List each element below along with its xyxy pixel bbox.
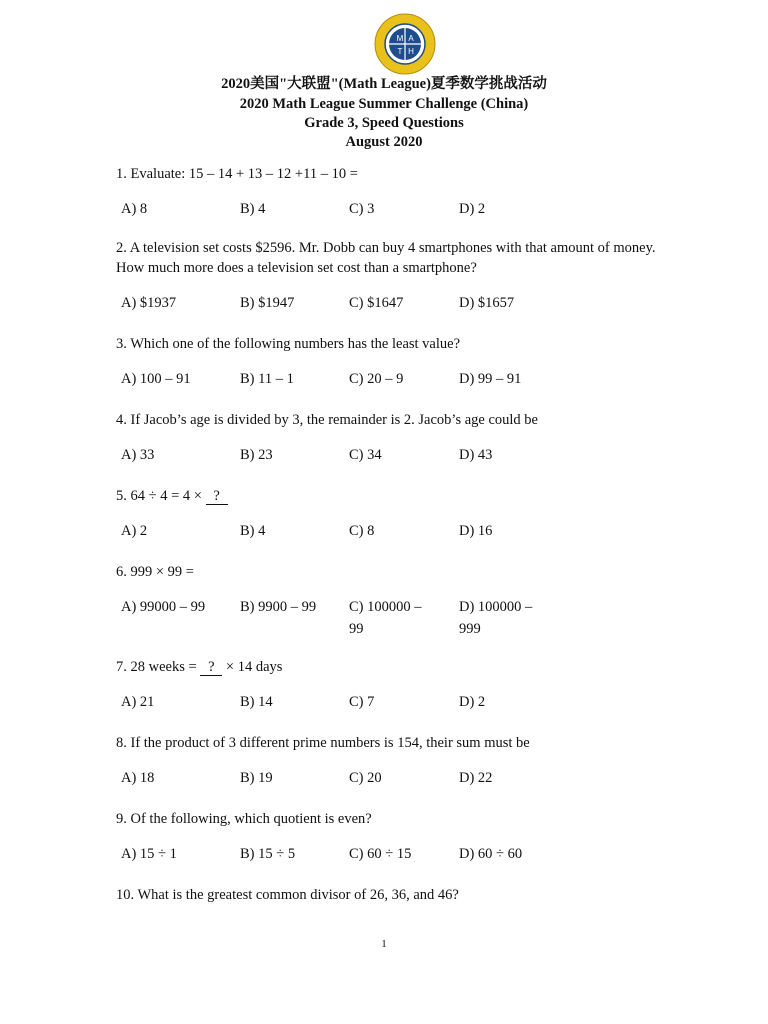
option-c: C) 7 xyxy=(349,694,375,710)
option-b: B) 14 xyxy=(240,694,273,710)
doc-title: 2020 Math League Summer Challenge (China) xyxy=(239,96,529,112)
option-c: C) 100000 – 99 xyxy=(349,599,422,637)
option-a: A) 8 xyxy=(121,201,148,217)
answer-blank: ? xyxy=(200,660,222,676)
option-c: C) 8 xyxy=(349,523,375,539)
option-c: C) $1647 xyxy=(349,295,404,311)
option-d: D) $1657 xyxy=(459,295,515,311)
option-c: C) 60 ÷ 15 xyxy=(349,846,412,862)
option-a: A) 15 ÷ 1 xyxy=(121,846,177,862)
question-text: 7. 28 weeks = xyxy=(116,659,201,675)
doc-title-cn: 2020美国"大联盟"(Math League)夏季数学挑战活动 xyxy=(221,76,547,92)
option-d: D) 2 xyxy=(459,694,486,710)
option-d: D) 100000 – 999 xyxy=(459,599,533,637)
option-b: B) 23 xyxy=(240,447,273,463)
option-c: C) 34 xyxy=(349,447,382,463)
question-9: 9. Of the following, which quotient is even? xyxy=(116,811,372,827)
option-d: D) 22 xyxy=(459,770,493,786)
doc-date: August 2020 xyxy=(345,134,423,150)
question-4: 4. If Jacob’s age is divided by 3, the remainder is 2. Jacob’s age could be xyxy=(116,412,538,428)
option-d: D) 2 xyxy=(459,201,486,217)
math-league-seal-icon xyxy=(374,13,436,75)
option-b: B) $1947 xyxy=(240,295,295,311)
page-number: 1 xyxy=(381,938,387,950)
option-a: A) 99000 – 99 xyxy=(121,599,206,615)
option-d: D) 16 xyxy=(459,523,493,539)
question-8: 8. If the product of 3 different prime numbers is 154, their sum must be xyxy=(116,735,530,751)
option-b: B) 4 xyxy=(240,201,266,217)
option-b: B) 15 ÷ 5 xyxy=(240,846,296,862)
option-b: B) 19 xyxy=(240,770,273,786)
question-6: 6. 999 × 99 = xyxy=(116,564,194,580)
option-b: B) 4 xyxy=(240,523,266,539)
question-3: 3. Which one of the following numbers has the least value? xyxy=(116,336,461,352)
question-1: 1. Evaluate: 15 – 14 + 13 – 12 +11 – 10 = xyxy=(116,166,358,182)
question-text-after: × 14 days xyxy=(222,659,283,675)
logo-letter: A xyxy=(408,34,414,43)
question-7 xyxy=(116,657,656,677)
option-c: C) 20 xyxy=(349,770,382,786)
question-2: 2. A television set costs $2596. Mr. Dobb can buy 4 smartphones with that amount of money. How much more does a television set cost than a smartphone? xyxy=(116,240,656,276)
option-a: A) 18 xyxy=(121,770,155,786)
doc-subtitle: Grade 3, Speed Questions xyxy=(304,115,464,131)
option-a: A) 2 xyxy=(121,523,148,539)
option-c: C) 20 – 9 xyxy=(349,371,404,387)
option-d: D) 43 xyxy=(459,447,493,463)
logo-letter: H xyxy=(408,47,414,56)
question-text: 5. 64 ÷ 4 = 4 × xyxy=(116,488,206,504)
option-a: A) $1937 xyxy=(121,295,177,311)
question-5 xyxy=(116,486,656,506)
option-b: B) 11 – 1 xyxy=(240,371,294,387)
logo-letter: T xyxy=(397,47,403,56)
answer-blank: ? xyxy=(206,489,228,505)
option-b: B) 9900 – 99 xyxy=(240,599,317,615)
logo-letter: M xyxy=(396,34,404,43)
option-a: A) 21 xyxy=(121,694,155,710)
option-c: C) 3 xyxy=(349,201,375,217)
question-10: 10. What is the greatest common divisor of 26, 36, and 46? xyxy=(116,887,459,903)
option-d: D) 99 – 91 xyxy=(459,371,522,387)
option-a: A) 100 – 91 xyxy=(121,371,191,387)
option-a: A) 33 xyxy=(121,447,155,463)
option-d: D) 60 ÷ 60 xyxy=(459,846,523,862)
